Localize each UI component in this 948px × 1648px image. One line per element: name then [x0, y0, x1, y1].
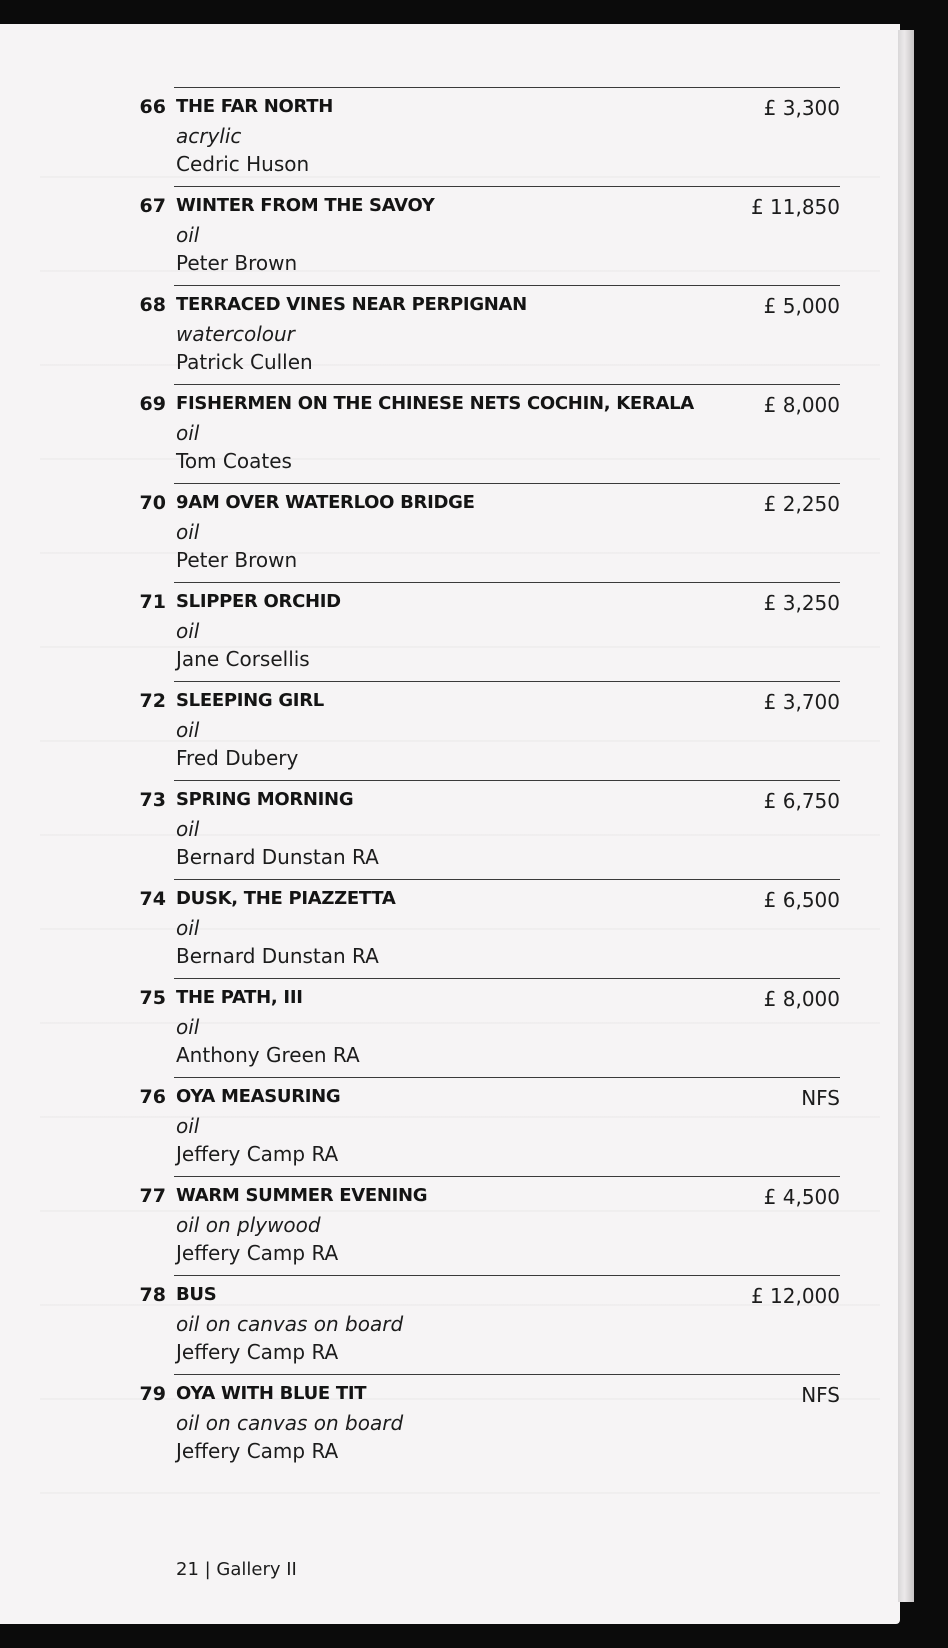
- artwork-title: THE FAR NORTH: [176, 96, 334, 117]
- artist-name: Jeffery Camp RA: [176, 1241, 339, 1265]
- artwork-title: WINTER FROM THE SAVOY: [176, 195, 435, 216]
- lot-number: 69: [139, 393, 166, 415]
- artwork-price: £ 12,000: [750, 1284, 840, 1308]
- artwork-price: NFS: [801, 1383, 840, 1407]
- artist-name: Jeffery Camp RA: [176, 1340, 339, 1364]
- lot-number: 77: [139, 1185, 166, 1207]
- artwork-title: OYA WITH BLUE TIT: [176, 1383, 367, 1404]
- list-item: [139, 1275, 840, 1374]
- artist-name: Peter Brown: [176, 251, 298, 275]
- lot-number: 71: [139, 591, 166, 613]
- artwork-price: £ 5,000: [763, 294, 840, 318]
- artist-name: Peter Brown: [176, 548, 298, 572]
- artwork-title: SLEEPING GIRL: [176, 690, 324, 711]
- lot-number: 66: [139, 96, 166, 118]
- list-item: [139, 1374, 840, 1473]
- artwork-price: £ 6,750: [763, 789, 840, 813]
- artwork-price: £ 3,250: [763, 591, 840, 615]
- lot-number: 74: [139, 888, 166, 910]
- lot-number: 75: [139, 987, 166, 1009]
- list-item: [139, 87, 840, 186]
- artwork-title: BUS: [176, 1284, 217, 1305]
- artwork-price: £ 3,300: [763, 96, 840, 120]
- list-item: [139, 879, 840, 978]
- artwork-medium: oil on plywood: [176, 1213, 321, 1237]
- list-item: [139, 1077, 840, 1176]
- artwork-title: FISHERMEN ON THE CHINESE NETS COCHIN, KERALA: [176, 393, 694, 414]
- artwork-price: £ 4,500: [763, 1185, 840, 1209]
- artist-name: Bernard Dunstan RA: [176, 944, 379, 968]
- artwork-medium: oil: [176, 223, 200, 247]
- page-footer: 21 | Gallery II: [176, 1559, 297, 1580]
- artwork-price: £ 6,500: [763, 888, 840, 912]
- artist-name: Fred Dubery: [176, 746, 299, 770]
- artist-name: Jeffery Camp RA: [176, 1142, 339, 1166]
- artwork-medium: acrylic: [176, 124, 242, 148]
- artwork-price: £ 8,000: [763, 393, 840, 417]
- artist-name: Jeffery Camp RA: [176, 1439, 339, 1463]
- list-item: [139, 483, 840, 582]
- artwork-title: SPRING MORNING: [176, 789, 354, 810]
- lot-number: 67: [139, 195, 166, 217]
- lot-number: 68: [139, 294, 166, 316]
- list-item: [139, 1176, 840, 1275]
- artwork-title: THE PATH, III: [176, 987, 303, 1008]
- artwork-medium: oil: [176, 520, 200, 544]
- artwork-medium: oil: [176, 718, 200, 742]
- artwork-medium: oil: [176, 421, 200, 445]
- artwork-price: £ 11,850: [750, 195, 840, 219]
- artwork-price: £ 8,000: [763, 987, 840, 1011]
- list-item: [139, 186, 840, 285]
- artwork-medium: oil: [176, 817, 200, 841]
- artwork-title: 9AM OVER WATERLOO BRIDGE: [176, 492, 475, 513]
- artwork-price: £ 2,250: [763, 492, 840, 516]
- artwork-title: WARM SUMMER EVENING: [176, 1185, 428, 1206]
- artwork-medium: oil: [176, 916, 200, 940]
- page-edge: [898, 30, 914, 1602]
- artist-name: Bernard Dunstan RA: [176, 845, 379, 869]
- list-item: [139, 978, 840, 1077]
- lot-number: 76: [139, 1086, 166, 1108]
- artwork-medium: oil: [176, 1114, 200, 1138]
- list-item: [139, 384, 840, 483]
- artist-name: Tom Coates: [176, 449, 292, 473]
- list-item: [139, 681, 840, 780]
- artwork-medium: oil on canvas on board: [176, 1411, 404, 1435]
- artwork-list: [0, 87, 900, 1473]
- list-item: [139, 285, 840, 384]
- lot-number: 72: [139, 690, 166, 712]
- lot-number: 73: [139, 789, 166, 811]
- artwork-title: SLIPPER ORCHID: [176, 591, 341, 612]
- lot-number: 78: [139, 1284, 166, 1306]
- catalogue-page: [0, 24, 900, 1624]
- list-item: [139, 780, 840, 879]
- list-item: [139, 582, 840, 681]
- artist-name: Cedric Huson: [176, 152, 310, 176]
- artwork-title: OYA MEASURING: [176, 1086, 341, 1107]
- artwork-price: NFS: [801, 1086, 840, 1110]
- artwork-medium: oil on canvas on board: [176, 1312, 404, 1336]
- artist-name: Jane Corsellis: [176, 647, 310, 671]
- lot-number: 70: [139, 492, 166, 514]
- artwork-medium: watercolour: [176, 322, 295, 346]
- lot-number: 79: [139, 1383, 166, 1405]
- artwork-medium: oil: [176, 619, 200, 643]
- artwork-price: £ 3,700: [763, 690, 840, 714]
- artwork-title: DUSK, THE PIAZZETTA: [176, 888, 396, 909]
- artist-name: Anthony Green RA: [176, 1043, 360, 1067]
- artist-name: Patrick Cullen: [176, 350, 313, 374]
- artwork-title: TERRACED VINES NEAR PERPIGNAN: [176, 294, 527, 315]
- artwork-medium: oil: [176, 1015, 200, 1039]
